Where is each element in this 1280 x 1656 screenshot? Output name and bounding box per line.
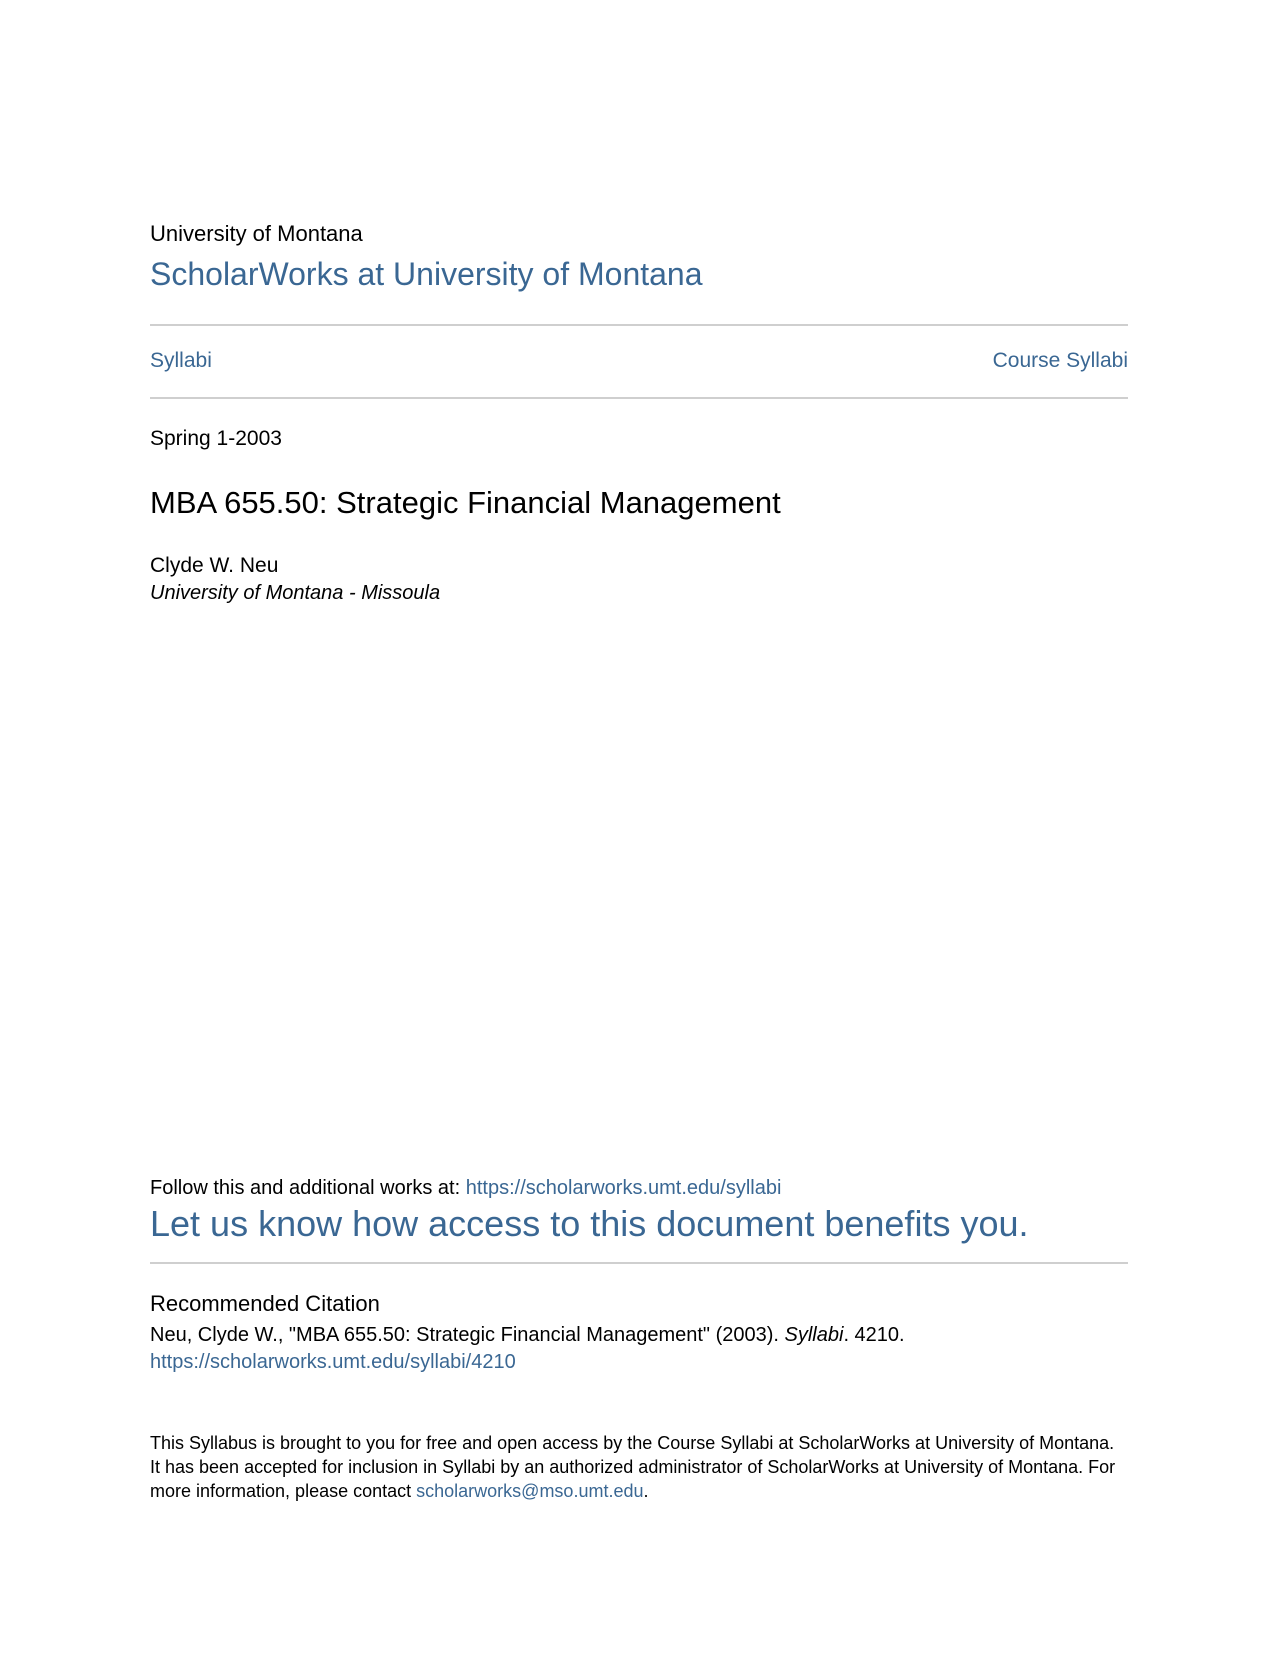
divider-nav	[150, 397, 1128, 399]
citation-heading: Recommended Citation	[150, 1291, 380, 1316]
follow-prefix: Follow this and additional works at:	[150, 1177, 466, 1199]
collection-url-link[interactable]: https://scholarworks.umt.edu/syllabi	[465, 1177, 782, 1199]
notice-text: This Syllabus is brought to you for free and open access by the Course Syllabi at ScholarWorks at University of Montana. It has been accepted for inclusion in Syllabi by an authorized administrator of ScholarWorks at University of Montana. For more information, please contact	[150, 1433, 1116, 1501]
syllabi-link[interactable]: Syllabi	[150, 349, 212, 372]
divider-citation	[150, 1262, 1128, 1264]
document-title: MBA 655.50: Strategic Financial Management	[150, 485, 781, 520]
citation-prefix: Neu, Clyde W., "MBA 655.50: Strategic Financial Management" (2003).	[150, 1324, 785, 1346]
access-notice	[150, 1431, 1128, 1503]
citation-number: . 4210.	[843, 1324, 905, 1346]
divider-top	[150, 324, 1128, 326]
citation-url-link[interactable]: https://scholarworks.umt.edu/syllabi/4210	[150, 1351, 516, 1373]
cover-page	[150, 0, 1128, 1656]
repository-link[interactable]: ScholarWorks at University of Montana	[150, 256, 703, 292]
course-syllabi-link[interactable]: Course Syllabi	[992, 349, 1128, 372]
institution-name: University of Montana	[150, 221, 363, 246]
notice-suffix: .	[643, 1481, 649, 1501]
citation-series: Syllabi	[784, 1324, 844, 1346]
feedback-link[interactable]: Let us know how access to this document benefits you.	[150, 1203, 1029, 1244]
follow-line	[150, 1176, 781, 1200]
publication-date: Spring 1-2003	[150, 427, 282, 450]
contact-email-link[interactable]: scholarworks@mso.umt.edu	[416, 1481, 644, 1501]
author-affiliation: University of Montana - Missoula	[150, 582, 441, 604]
citation-text	[150, 1323, 905, 1347]
author-name: Clyde W. Neu	[150, 554, 279, 577]
